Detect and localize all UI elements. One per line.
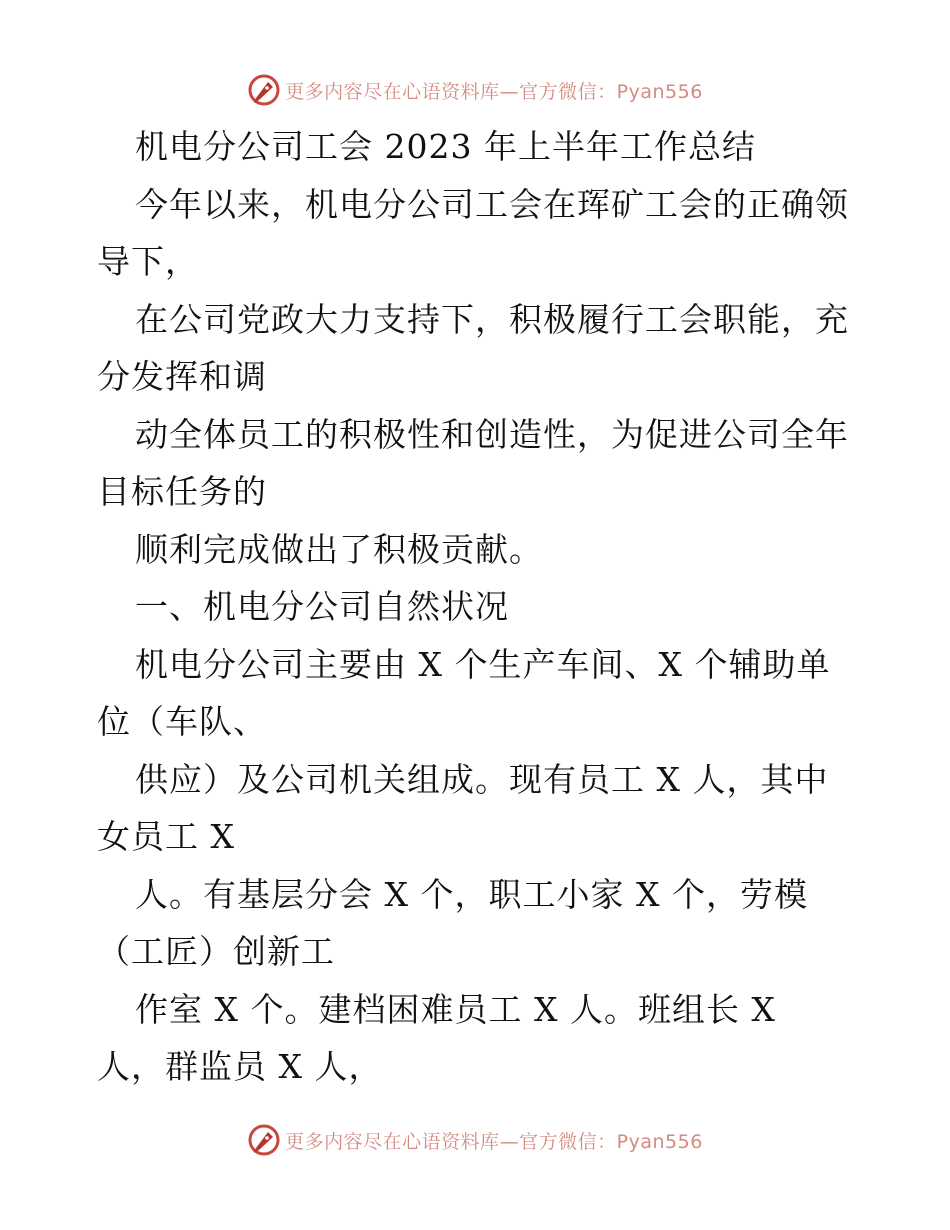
pen-nib-logo-icon	[247, 73, 281, 107]
header-banner[interactable]	[0, 68, 950, 112]
pen-nib-logo-icon	[247, 1123, 281, 1157]
paragraph-line: 目标任务的	[97, 472, 267, 511]
document-body	[97, 118, 857, 1096]
paragraph-line: 动全体员工的积极性和创造性，为促进公司全年	[135, 414, 849, 454]
paragraph-line: 位（车队、	[97, 702, 267, 741]
footer-banner-text: 更多内容尽在心语资料库—官方微信：Pyan556	[285, 1130, 703, 1153]
paragraph-line: 顺利完成做出了积极贡献。	[135, 529, 543, 569]
paragraph-line: 导下，	[97, 242, 199, 281]
footer-banner[interactable]	[0, 1118, 950, 1162]
paragraph-line: 供应）及公司机关组成。现有员工 X 人，其中	[135, 759, 829, 799]
document-title: 机电分公司工会 2023 年上半年工作总结	[135, 127, 756, 166]
header-banner-text: 更多内容尽在心语资料库—官方微信：Pyan556	[285, 80, 703, 103]
paragraph-line: 在公司党政大力支持下，积极履行工会职能，充	[135, 299, 849, 339]
paragraph-line: 人，群监员 X 人，	[97, 1047, 383, 1086]
paragraph-line: 人。有基层分会 X 个，职工小家 X 个，劳模	[135, 874, 808, 914]
paragraph-line: （工匠）创新工	[97, 932, 335, 971]
section-heading: 一、机电分公司自然状况	[135, 587, 509, 626]
paragraph-line: 作室 X 个。建档困难员工 X 人。班组长 X	[135, 989, 776, 1029]
paragraph-line: 分发挥和调	[97, 357, 267, 396]
paragraph-line: 机电分公司主要由 X 个生产车间、X 个辅助单	[135, 644, 831, 684]
paragraph-line: 女员工 X	[97, 817, 235, 856]
paragraph-line: 今年以来，机电分公司工会在珲矿工会的正确领	[135, 184, 849, 224]
